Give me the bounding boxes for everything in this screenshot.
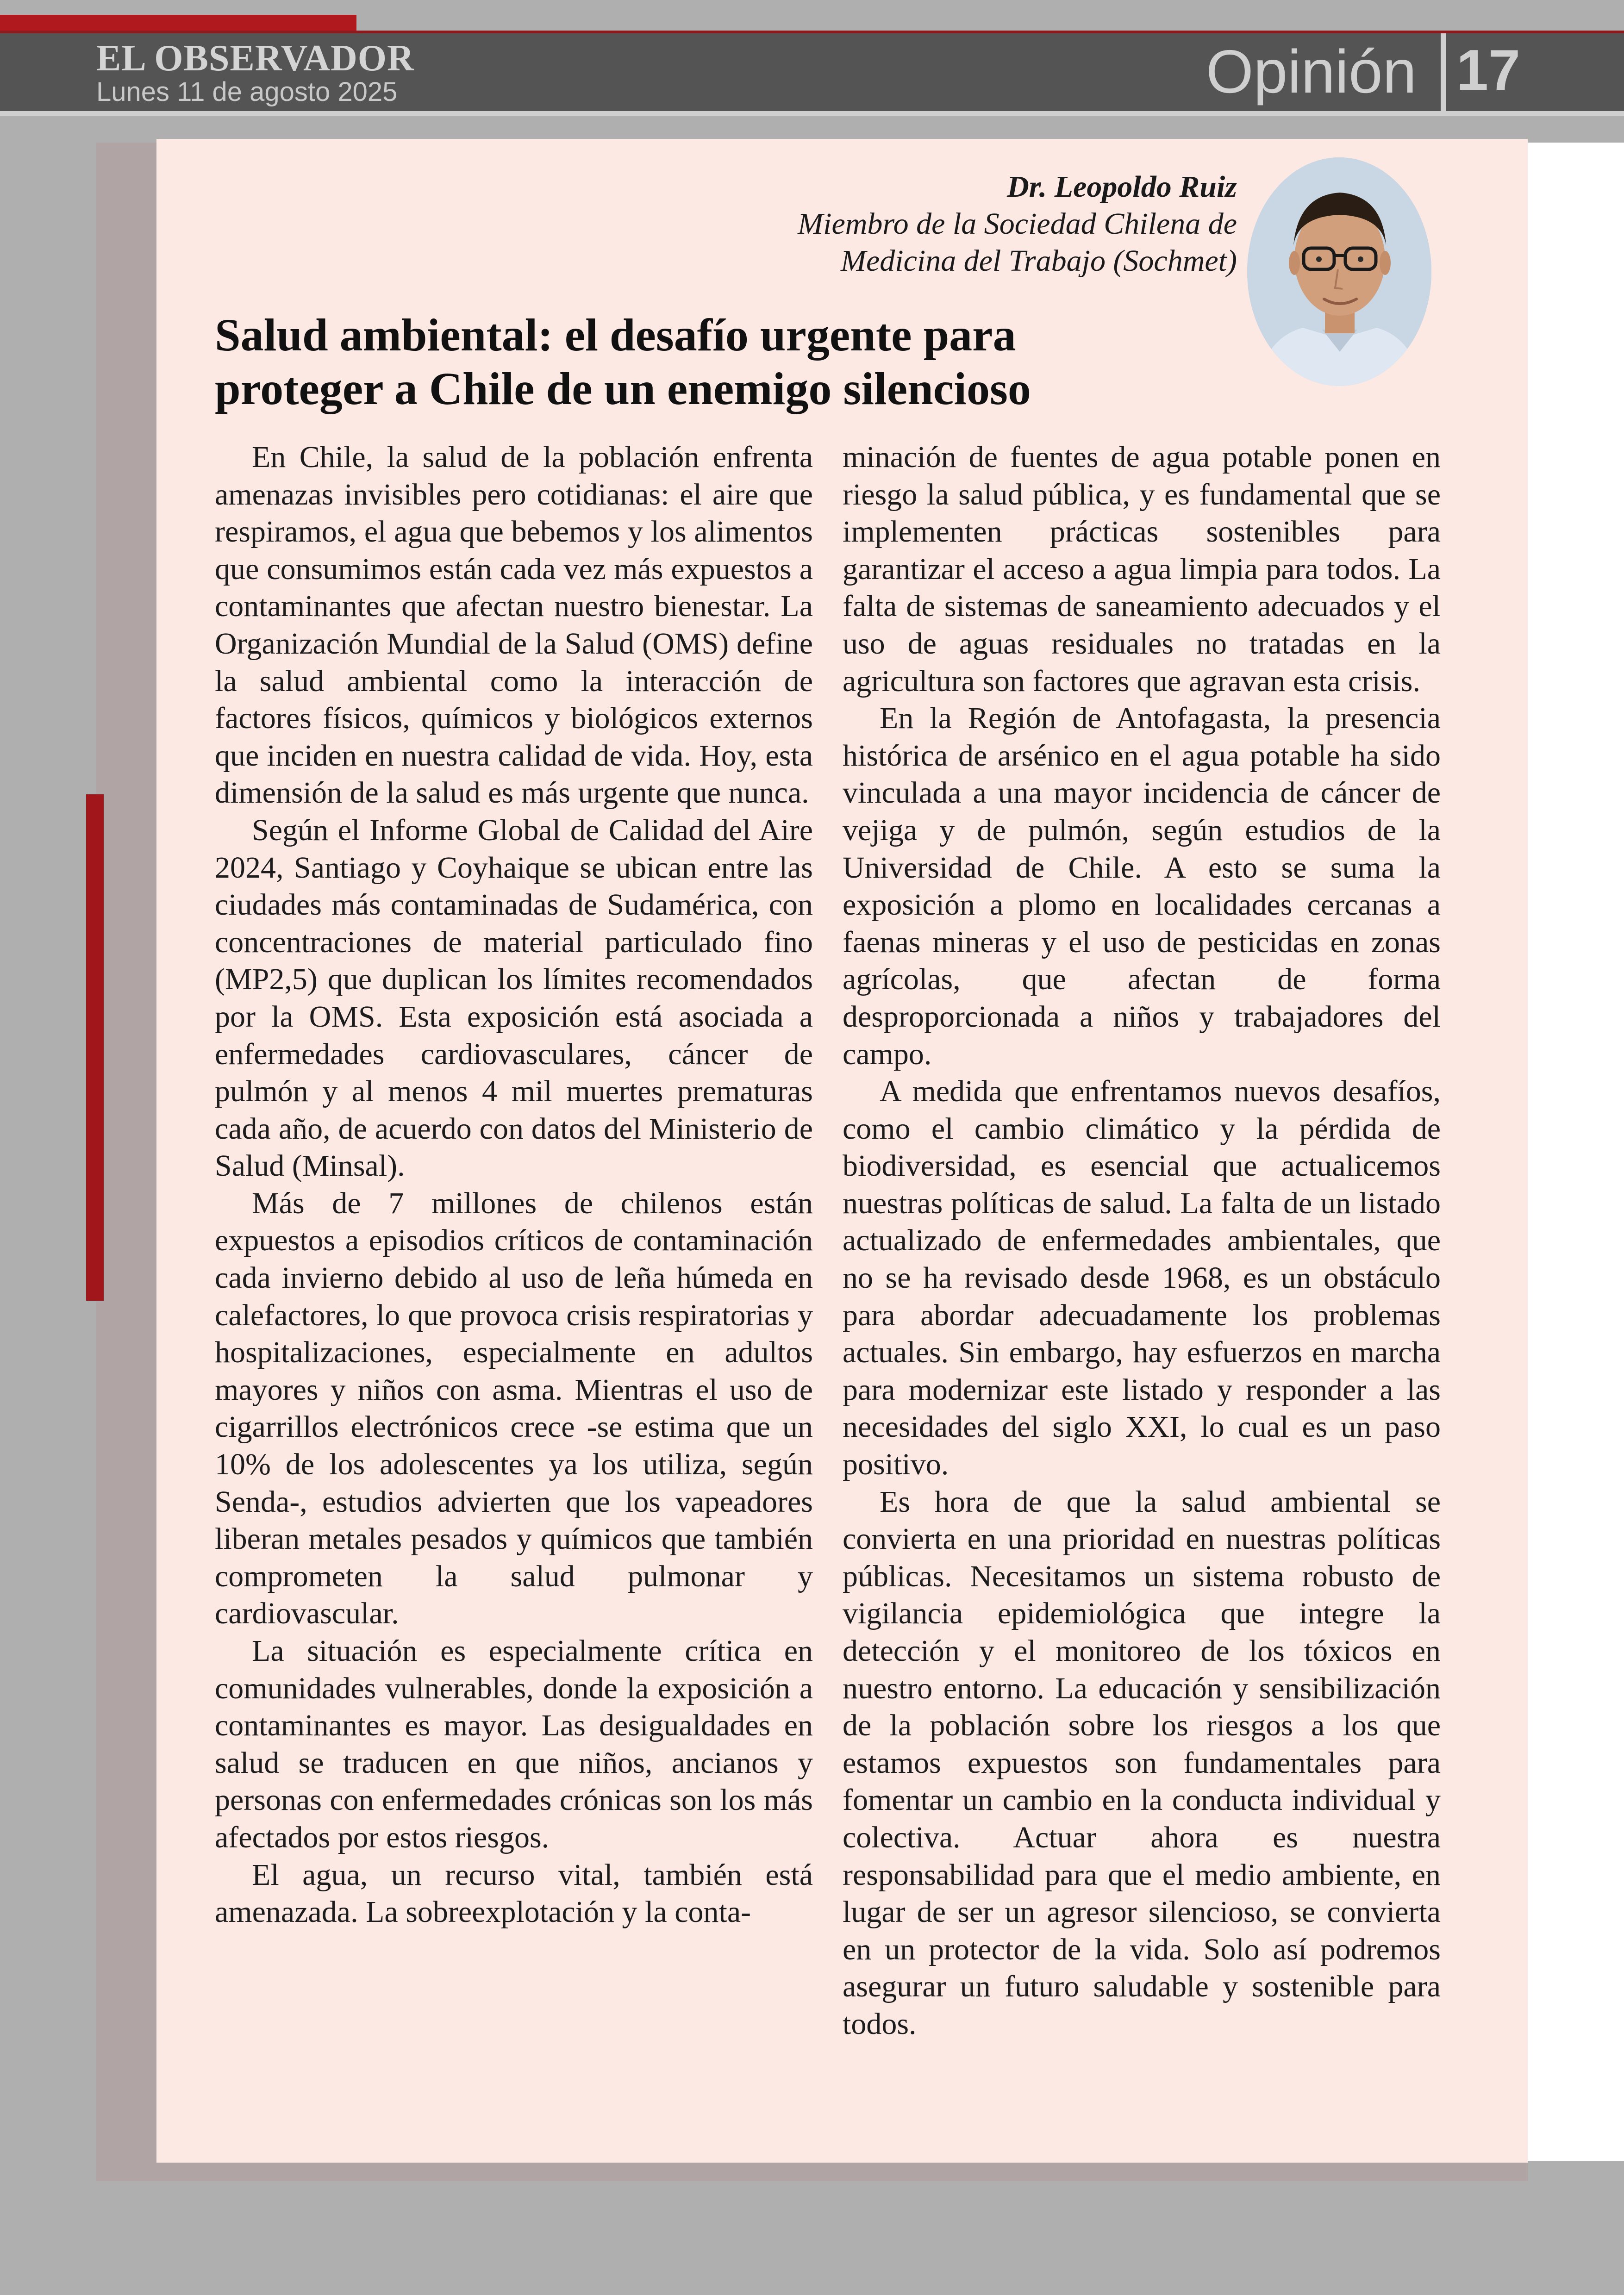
paragraph: Más de 7 millones de chilenos están expuestos a episodios críticos de contaminación cada invierno debido al uso de leña húmeda en calefactores, lo que provoca crisis respiratorias y hospitalizaciones, especialmente en adultos mayores y niños con asma. Mientras el uso de cigarrillos electrónicos crece -se estima que un 10% de los adolescentes ya los utiliza, según Senda-, estudios advierten que los vapeadores liberan metales pesados y químicos que también comprometen la salud pulmonar y cardiovascular. — [215, 1186, 813, 1631]
page-number: 17 — [1456, 38, 1520, 102]
left-red-accent-bar — [86, 794, 104, 1301]
newspaper-masthead: EL OBSERVADOR — [96, 38, 414, 79]
paragraph-continuation: minación de fuentes de agua potable ponen en riesgo la salud pública, y es fundamental que se implementen prácticas sostenibles para garantizar el acceso a agua limpia para todos. La falta de sistemas de saneamiento adecuados y el uso de aguas residuales no tratadas en la agricultura son factores que agravan esta crisis. — [843, 440, 1441, 698]
paragraph: La situación es especialmente crítica en comunidades vulnerables, donde la exposición a contaminantes es mayor. Las desigualdades en salud se traducen en que niños, ancianos y personas con enfermedades crónicas son los más afectados por estos riesgos. — [215, 1634, 813, 1854]
page-header — [0, 31, 1624, 116]
paragraph: El agua, un recurso vital, también está amenazada. La sobreexplotación y la conta- — [215, 1858, 813, 1929]
top-accent-bar — [0, 15, 356, 31]
article-headline — [215, 308, 1280, 416]
author-affiliation-line-2: Medicina del Trabajo (Sochmet) — [840, 244, 1237, 278]
paragraph: En la Región de Antofagasta, la presencia histórica de arsénico en el agua potable ha sido vinculada a una mayor incidencia de cáncer de vejiga y de pulmón, según estudios de la Universidad de Chile. A esto se suma la exposición a plomo en localidades cercanas a faenas mineras y el uso de pesticidas en zonas agrícolas, que afectan de forma desproporcionada a niños y trabajadores del campo. — [843, 701, 1441, 1071]
right-white-panel — [1528, 143, 1624, 2161]
author-affiliation-line-1: Miembro de la Sociedad Chilena de — [798, 207, 1237, 241]
headline-line-1: Salud ambiental: el desafío urgente para — [215, 309, 1016, 361]
paragraph: Según el Informe Global de Calidad del Aire 2024, Santiago y Coyhaique se ubican entre las ciudades más contaminadas de Sudamérica, con concentraciones de material particulado fino (MP2,5) que duplican los límites recomendados por la OMS. Esta exposición está asociada a enfermedades cardiovasculares, cáncer de pulmón y al menos 4 mil muertes prematuras cada año, de acuerdo con datos del Ministerio de Salud (Minsal). — [215, 813, 813, 1183]
headline-line-2: proteger a Chile de un enemigo silencioso — [215, 363, 1031, 414]
author-byline — [798, 168, 1237, 280]
section-title: Opinión — [1206, 37, 1417, 106]
paragraph: Es hora de que la salud ambiental se convierta en una prioridad en nuestras políticas públicas. Necesitamos un sistema robusto de vigilancia epidemiológica que integre la detección y el monitoreo de los tóxicos en nuestro entorno. La educación y sensibilización de la población sobre los riesgos a los que estamos expuestos son fundamentales para fomentar un cambio en la conducta individual y colectiva. Actuar ahora es nuestra responsabilidad para que el medio ambiente, en lugar de ser un agresor silencioso, se convierta en un protector de la vida. Solo así podremos asegurar un futuro saludable y sostenible para todos. — [843, 1484, 1441, 2041]
opinion-article — [156, 139, 1528, 2163]
article-column-right — [843, 439, 1441, 2043]
paragraph: A medida que enfrentamos nuevos desafíos, como el cambio climático y la pérdida de biodiversidad, es esencial que actualicemos nuestras políticas de salud. La falta de un listado actualizado de enfermedades ambientales, que no se ha revisado desde 1968, es un obstáculo para abordar adecuadamente los problemas actuales. Sin embargo, hay esfuerzos en marcha para modernizar este listado y responder a las necesidades del siglo XXI, lo cual es un paso positivo. — [843, 1074, 1441, 1482]
author-name: Dr. Leopoldo Ruiz — [1007, 170, 1237, 204]
publication-date: Lunes 11 de agosto 2025 — [96, 77, 398, 107]
article-column-left — [215, 439, 813, 1931]
paragraph: En Chile, la salud de la población enfrenta amenazas invisibles pero cotidianas: el aire que respiramos, el agua que bebemos y los alimentos que consumimos están cada vez más expuestos a contaminantes que afectan nuestro bienestar. La Organización Mundial de la Salud (OMS) define la salud ambiental como la interacción de factores físicos, químicos y biológicos externos que inciden en nuestra calidad de vida. Hoy, esta dimensión de la salud es más urgente que nunca. — [215, 440, 813, 810]
page-number-divider — [1441, 33, 1446, 111]
